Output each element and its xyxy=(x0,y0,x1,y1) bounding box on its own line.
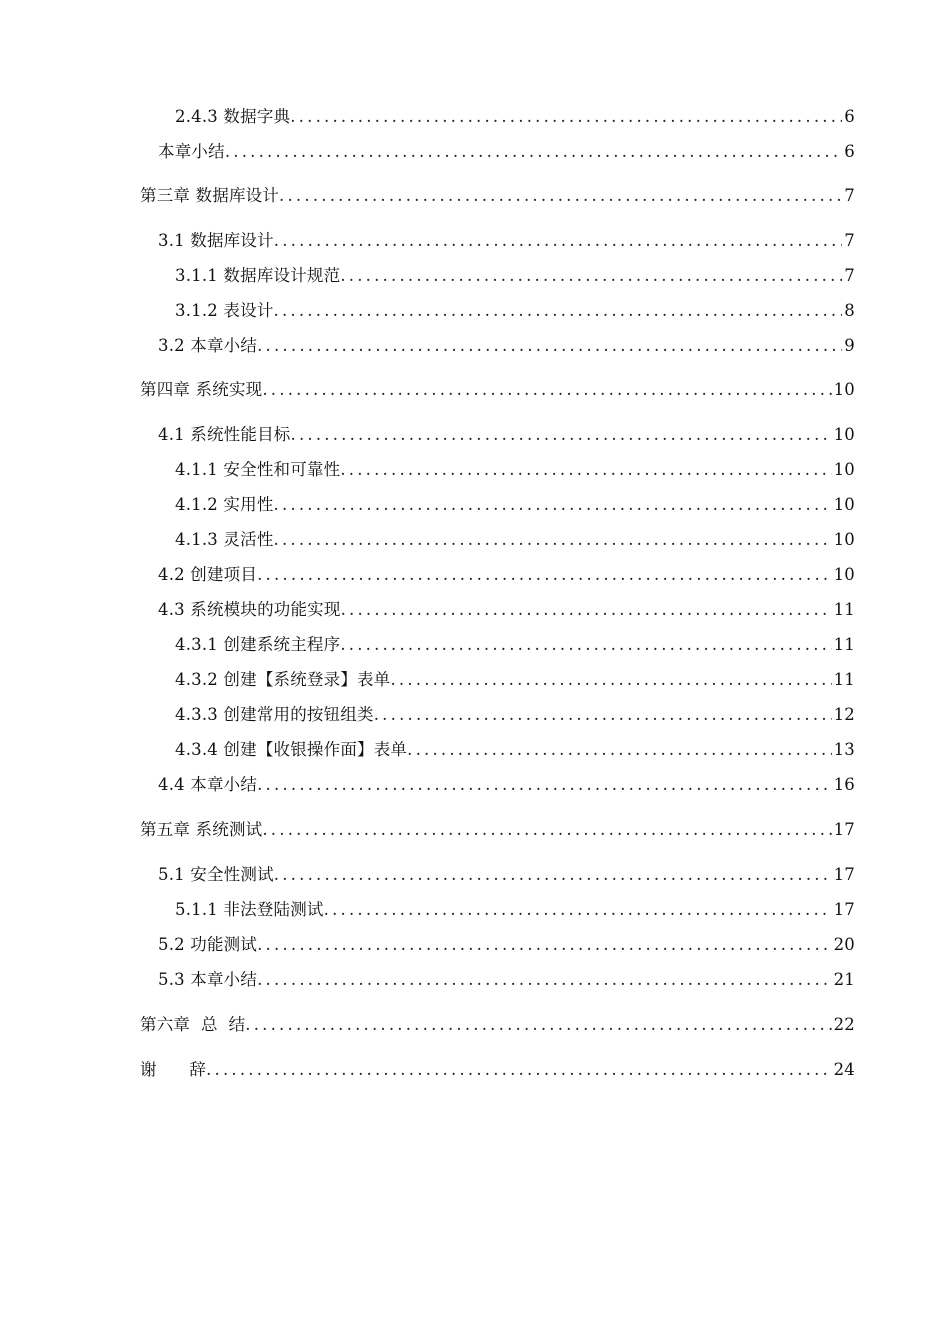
toc-entry[interactable] xyxy=(175,703,855,727)
toc-dot-leader xyxy=(374,703,832,727)
toc-page-number: 24 xyxy=(833,1060,855,1079)
toc-entry[interactable] xyxy=(175,738,855,762)
toc-entry[interactable] xyxy=(158,229,855,253)
toc-dot-leader xyxy=(290,105,842,129)
toc-page-number: 10 xyxy=(833,495,855,514)
toc-entry-label: 4.3.2 创建【系统登录】表单 xyxy=(175,670,391,689)
toc-entry-label: 4.1.1 安全性和可靠性 xyxy=(175,460,341,479)
toc-entry-label: 3.1.2 表设计 xyxy=(175,301,274,320)
toc-dot-leader xyxy=(257,563,832,587)
toc-dot-leader xyxy=(274,229,843,253)
toc-dot-leader xyxy=(257,933,832,957)
toc-dot-leader xyxy=(341,598,832,622)
toc-chapter-entry[interactable] xyxy=(140,1058,855,1082)
toc-page-number: 17 xyxy=(833,900,855,919)
toc-chapter-entry[interactable] xyxy=(140,818,855,842)
toc-page-number: 13 xyxy=(833,740,855,759)
toc-entry-label: 第六章 总 结 xyxy=(140,1015,246,1034)
toc-entry-label: 4.1.3 灵活性 xyxy=(175,530,274,549)
toc-entry-label: 5.3 本章小结 xyxy=(158,970,258,989)
toc-page-number: 10 xyxy=(833,380,855,399)
toc-entry[interactable] xyxy=(158,863,855,887)
toc-entry[interactable] xyxy=(175,458,855,482)
toc-page-number: 9 xyxy=(844,336,855,355)
toc-entry-label: 本章小结 xyxy=(158,142,225,161)
toc-entry-label: 4.3.1 创建系统主程序 xyxy=(175,635,341,654)
toc-page-number: 10 xyxy=(833,460,855,479)
toc-entry[interactable] xyxy=(158,140,855,164)
toc-entry[interactable] xyxy=(158,563,855,587)
toc-page-number: 11 xyxy=(833,670,855,689)
toc-dot-leader xyxy=(340,633,831,657)
toc-page-number: 6 xyxy=(844,142,855,161)
toc-chapter-entry[interactable] xyxy=(140,184,855,208)
toc-entry-label: 2.4.3 数据字典 xyxy=(175,107,291,126)
toc-entry-label: 4.1 系统性能目标 xyxy=(158,425,291,444)
toc-dot-leader xyxy=(291,423,832,447)
toc-dot-leader xyxy=(324,898,832,922)
toc-page-number: 7 xyxy=(844,266,855,285)
toc-entry[interactable] xyxy=(175,493,855,517)
toc-dot-leader xyxy=(340,458,831,482)
toc-dot-leader xyxy=(274,493,832,517)
toc-dot-leader xyxy=(340,264,842,288)
toc-entry[interactable] xyxy=(175,299,855,323)
toc-page-number: 17 xyxy=(833,820,855,839)
toc-entry[interactable] xyxy=(175,668,855,692)
toc-page-number: 6 xyxy=(844,107,855,126)
toc-dot-leader xyxy=(274,863,832,887)
toc-dot-leader xyxy=(262,818,831,842)
toc-entry-label: 第四章 系统实现 xyxy=(140,380,263,399)
toc-page-number: 12 xyxy=(833,705,855,724)
toc-entry[interactable] xyxy=(158,598,855,622)
toc-dot-leader xyxy=(225,140,842,164)
toc-page-number: 20 xyxy=(833,935,855,954)
toc-page-number: 10 xyxy=(833,565,855,584)
toc-dot-leader xyxy=(274,299,843,323)
toc-entry[interactable] xyxy=(158,773,855,797)
toc-entry-label: 谢 辞 xyxy=(140,1060,207,1079)
toc-entry-label: 5.1 安全性测试 xyxy=(158,865,274,884)
toc-page-number: 22 xyxy=(833,1015,855,1034)
toc-page-number: 21 xyxy=(833,970,855,989)
toc-entry[interactable] xyxy=(175,264,855,288)
toc-entry[interactable] xyxy=(158,933,855,957)
toc-entry-label: 4.2 创建项目 xyxy=(158,565,258,584)
toc-entry-label: 5.2 功能测试 xyxy=(158,935,258,954)
toc-entry-label: 第三章 数据库设计 xyxy=(140,186,280,205)
toc-entry-label: 4.3 系统模块的功能实现 xyxy=(158,600,341,619)
toc-page-number: 7 xyxy=(844,231,855,250)
toc-page-number: 7 xyxy=(844,186,855,205)
toc-dot-leader xyxy=(257,773,832,797)
toc-dot-leader xyxy=(407,738,831,762)
toc-entry-label: 4.3.4 创建【收银操作面】表单 xyxy=(175,740,408,759)
toc-entry-label: 4.3.3 创建常用的按钮组类 xyxy=(175,705,374,724)
toc-entry-label: 第五章 系统测试 xyxy=(140,820,263,839)
toc-dot-leader xyxy=(257,334,842,358)
toc-entry-label: 4.1.2 实用性 xyxy=(175,495,274,514)
toc-entry-label: 4.4 本章小结 xyxy=(158,775,258,794)
toc-dot-leader xyxy=(257,968,832,992)
toc-page-number: 10 xyxy=(833,530,855,549)
toc-page-number: 11 xyxy=(833,600,855,619)
toc-entry-label: 3.1.1 数据库设计规范 xyxy=(175,266,341,285)
toc-chapter-entry[interactable] xyxy=(140,1013,855,1037)
toc-entry[interactable] xyxy=(175,105,855,129)
toc-entry-label: 5.1.1 非法登陆测试 xyxy=(175,900,324,919)
toc-chapter-entry[interactable] xyxy=(140,378,855,402)
toc-entry[interactable] xyxy=(158,968,855,992)
toc-entry[interactable] xyxy=(158,423,855,447)
toc-entry[interactable] xyxy=(175,633,855,657)
toc-page-number: 16 xyxy=(833,775,855,794)
toc-dot-leader xyxy=(279,184,842,208)
toc-page-number: 8 xyxy=(844,301,855,320)
toc-entry-label: 3.2 本章小结 xyxy=(158,336,258,355)
toc-entry[interactable] xyxy=(158,334,855,358)
toc-dot-leader xyxy=(206,1058,832,1082)
toc-page-number: 17 xyxy=(833,865,855,884)
toc-dot-leader xyxy=(245,1013,831,1037)
toc-dot-leader xyxy=(262,378,831,402)
toc-entry[interactable] xyxy=(175,528,855,552)
toc-entry[interactable] xyxy=(175,898,855,922)
toc-page-number: 11 xyxy=(833,635,855,654)
toc-page-number: 10 xyxy=(833,425,855,444)
toc-dot-leader xyxy=(390,668,831,692)
toc-entry-label: 3.1 数据库设计 xyxy=(158,231,274,250)
toc-dot-leader xyxy=(274,528,832,552)
